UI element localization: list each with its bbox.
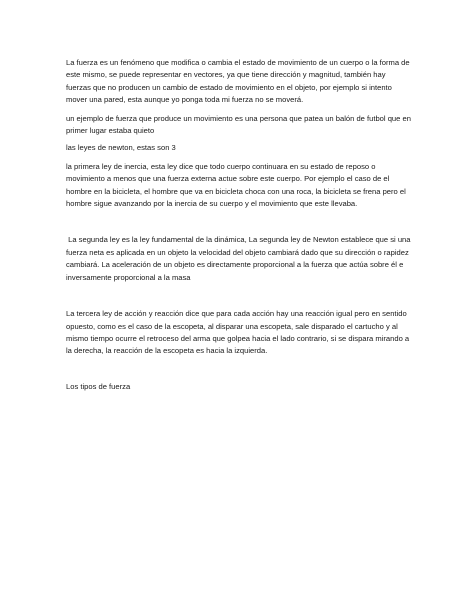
document-page — [66, 57, 412, 393]
paragraph-primera-ley: la primera ley de inercia, esta ley dice que todo cuerpo continuara en su estado de reposo o movimiento a menos que una fuerza externa actue sobre este cuerpo. Por ejemplo el caso de el hombre en la bicicleta, el hombre que va en bicicleta choca con una roca, la bicicleta se frena pero el hombre sigue avanzando por la inercia de su cuerpo y el movimiento que este llevaba. — [66, 161, 406, 209]
paragraph-ejemplo-fuerza: un ejemplo de fuerza que produce un movimiento es una persona que patea un balón de futbol que en primer lugar estaba quieto — [66, 113, 411, 136]
paragraph-leyes-newton: las leyes de newton, estas son 3 — [66, 143, 176, 153]
paragraph-segunda-ley: La segunda ley es la ley fundamental de la dinámica, La segunda ley de Newton establece que si una fuerza neta es aplicada en un objeto la velocidad del objeto cambiará dado que su dirección o rapidez cambiará. La aceleración de un objeto es directamente proporcional a la fuerza que actúa sobre él e inversamente proporcional a la masa — [66, 235, 413, 282]
paragraph-tipos-fuerza: Los tipos de fuerza — [66, 381, 131, 391]
paragraph-definicion-fuerza: La fuerza es un fenómeno que modifica o cambia el estado de movimiento de un cuerpo o la forma de este mismo, se puede representar en vectores, ya que tiene dirección y magnitud, también hay fuerzas que no producen un cambio de estado de movimiento en el objeto, por ejemplo si intento mover una pared, esta aunque yo ponga toda mi fuerza no se moverá. — [66, 58, 410, 105]
paragraph-tercera-ley: La tercera ley de acción y reacción dice que para cada acción hay una reacción igual pero en sentido opuesto, como es el caso de la escopeta, al disparar una escopeta, sale disparado el cartucho y al mismo tiempo ocurre el retroceso del arma que golpea hacia el lado contrario, si se dispara mirando a la derecha, la reacción de la escopeta es hacia la izquierda. — [66, 309, 410, 356]
